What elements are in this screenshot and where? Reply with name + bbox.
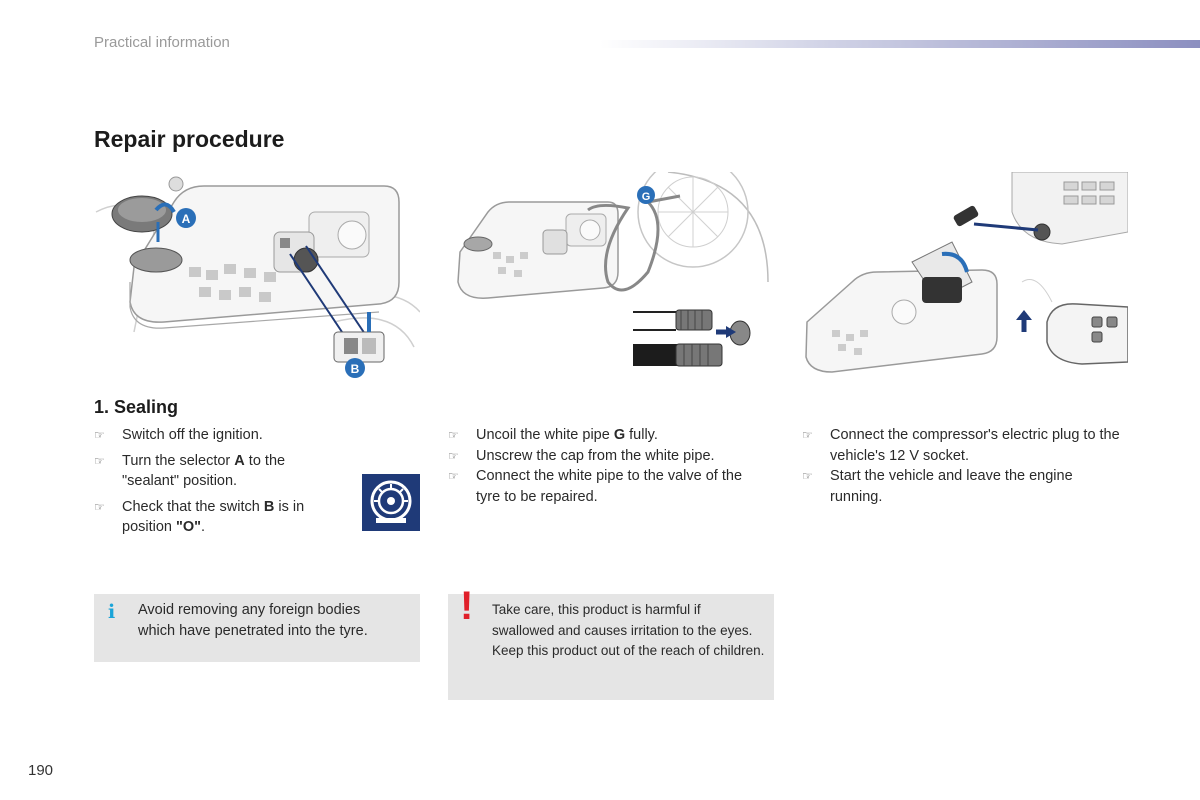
list-item: ☞ Unscrew the cap from the white pipe. (448, 446, 768, 467)
list-item: ☞ Connect the white pipe to the valve of the tyre to be repaired. (448, 468, 743, 505)
pointing-hand-icon: ☞ (94, 453, 105, 468)
instructions-column-1 (94, 425, 319, 543)
list-item: ☞ Connect the compressor's electric plug to the vehicle's 12 V socket. (802, 427, 1120, 464)
pointing-hand-icon: ☞ (802, 469, 813, 483)
figure-selector-switch (94, 172, 420, 390)
info-note (94, 594, 420, 662)
pointing-hand-icon: ☞ (94, 428, 105, 442)
warning-icon: ! (460, 584, 474, 628)
warning-note-text: Take care, this product is harmful if swallowed and causes irritation to the eyes. Keep this product out of the reach of children. (492, 602, 765, 658)
header-gradient-bar (600, 40, 1200, 48)
list-item: ☞ Uncoil the white pipe G fully. (448, 425, 768, 446)
label-g: G (641, 191, 651, 203)
warning-note (448, 584, 774, 700)
list-item: ☞ Turn the selector A to the "sealant" position. (94, 452, 286, 489)
section-heading: 1. Sealing (94, 397, 179, 417)
pointing-hand-icon: ☞ (448, 469, 459, 483)
page-number: 190 (28, 762, 54, 779)
list-item: ☞ Start the vehicle and leave the engine running. (802, 468, 1073, 505)
label-b: B (350, 362, 360, 376)
figure-socket-plug (802, 172, 1128, 390)
info-icon: i (108, 601, 116, 623)
pointing-hand-icon: ☞ (802, 428, 813, 442)
info-note-text: Avoid removing any foreign bodies which have penetrated into the tyre. (138, 602, 368, 639)
list-item: ☞ Check that the switch B is in position "O". (94, 498, 305, 535)
tyre-repair-kit-icon (362, 474, 420, 531)
page-title: Repair procedure (94, 126, 285, 152)
figure-white-pipe (448, 172, 774, 390)
running-header: Practical information (94, 34, 230, 51)
pointing-hand-icon: ☞ (448, 428, 459, 442)
pointing-hand-icon: ☞ (448, 448, 459, 463)
list-item: ☞ Switch off the ignition. (94, 425, 319, 446)
label-a: A (181, 212, 191, 226)
pointing-hand-icon: ☞ (94, 499, 105, 514)
instructions-column-3 (802, 425, 1127, 512)
instructions-column-2 (448, 425, 768, 512)
